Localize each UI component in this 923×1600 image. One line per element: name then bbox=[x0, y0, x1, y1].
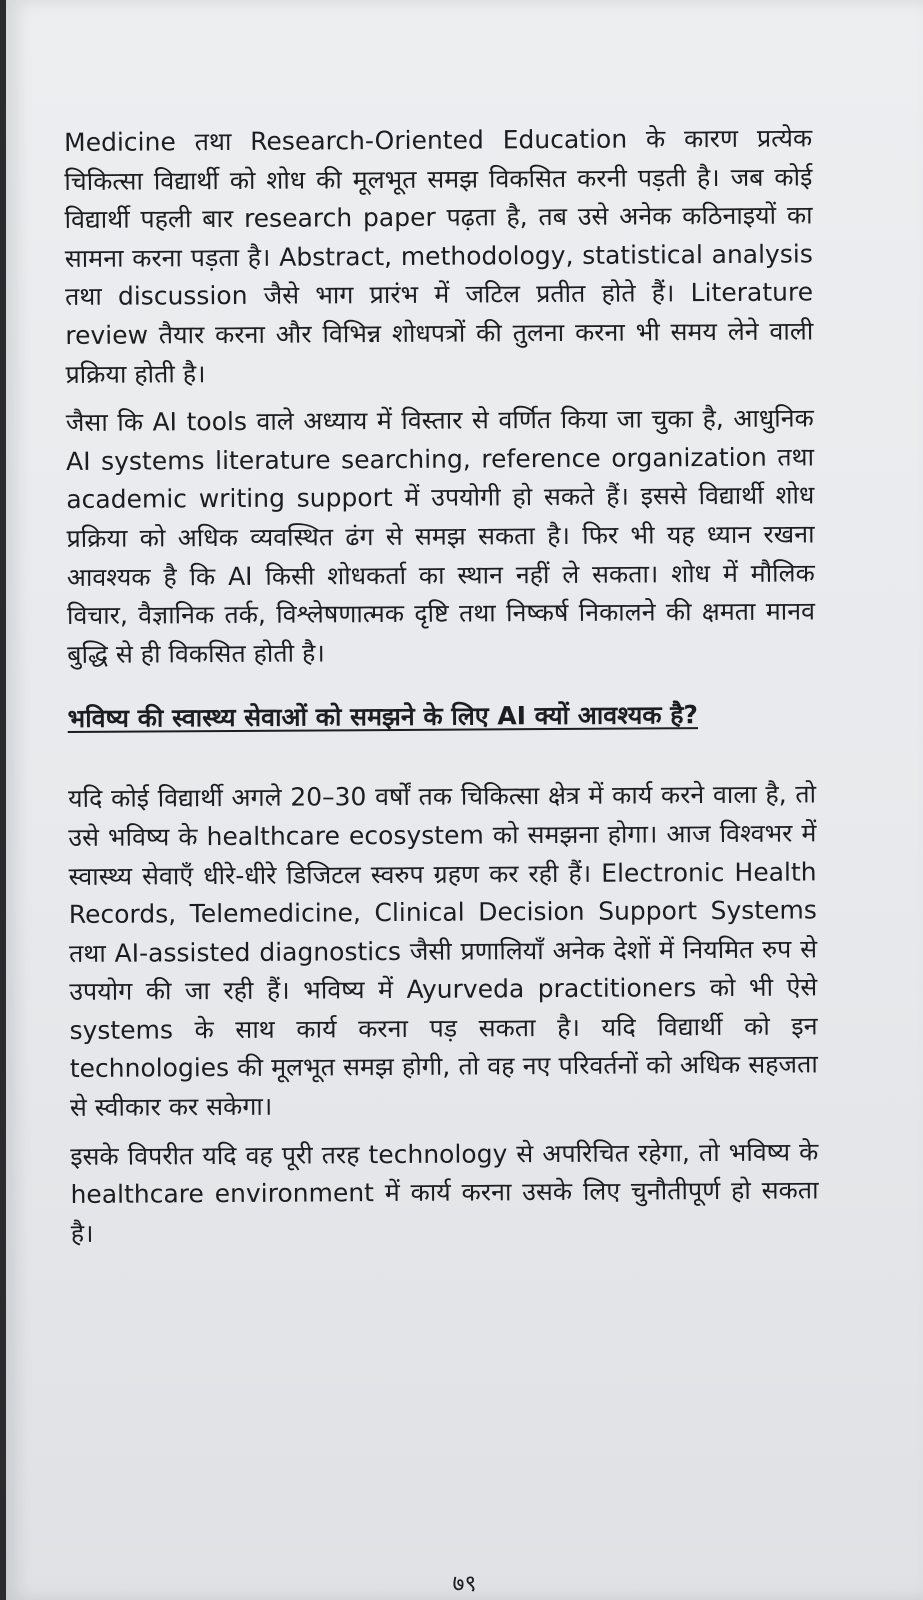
paragraph-research-difficulties: Medicine तथा Research-Oriented Education के कारण प्रत्येक चिकित्सा विद्यार्थी को शोध की मूलभूत समझ विकसित करनी पड़ती है। जब कोई विद्यार्थी पहली बार research paper पढ़ता है, तब उसे अनेक कठिनाइयों का सामना करना पड़ता है। Abstract, methodology, statistical analysis तथा discussion जैसे भाग प्रारंभ में जटिल प्रतीत होते हैं। Literature review तैयार करना और विभिन्न शोधपत्रों की तुलना करना भी समय लेने वाली प्रक्रिया होती है। bbox=[64, 123, 814, 389]
book-page bbox=[6, 0, 923, 1600]
paragraph-future-healthcare: यदि कोई विद्यार्थी अगले 20–30 वर्षों तक चिकित्सा क्षेत्र में कार्य करने वाला है, तो उसे भविष्य के healthcare ecosystem को समझना होगा। आज विश्वभर में स्वास्थ्य सेवाएँ धीरे-धीरे डिजिटल स्वरुप ग्रहण कर रही हैं। Electronic Health Records, Telemedicine, Clinical Decision Support Systems तथा AI-assisted diagnostics जैसी प्रणालियाँ अनेक देशों में नियमित रुप से उपयोग की जा रही हैं। भविष्य में Ayurveda practitioners को भी ऐसे systems के साथ कार्य करना पड़ सकता है। यदि विद्यार्थी को इन technologies की मूलभूत समझ होगी, तो वह नए परिवर्तनों को अधिक सहजता से स्वीकार कर सकेगा। bbox=[68, 779, 818, 1123]
section-heading: भविष्य की स्वास्थ्य सेवाओं को समझने के लिए AI क्यों आवश्यक है? bbox=[67, 700, 699, 734]
paragraph-ai-tools-research: जैसा कि AI tools वाले अध्याय में विस्तार से वर्णित किया जा चुका है, आधुनिक AI systems literature searching, reference organization तथा academic writing support में उपयोगी हो सकते हैं। इससे विद्यार्थी शोध प्रक्रिया को अधिक व्यवस्थित ढंग से समझ सकता है। फिर भी यह ध्यान रखना आवश्यक है कि AI किसी शोधकर्ता का स्थान नहीं ले सकता। शोध में मौलिक विचार, वैज्ञानिक तर्क, विश्लेषणात्मक दृष्टि तथा निष्कर्ष निकालने की क्षमता मानव बुद्धि से ही विकसित होती है। bbox=[65, 403, 816, 669]
page-body bbox=[64, 119, 819, 1263]
paragraph-technology-unfamiliar: इसके विपरीत यदि वह पूरी तरह technology से अपरिचित रहेगा, तो भविष्य के healthcare environment में कार्य करना उसके लिए चुनौतीपूर्ण हो सकता है। bbox=[70, 1137, 819, 1248]
page-number: ७९ bbox=[452, 1571, 477, 1597]
